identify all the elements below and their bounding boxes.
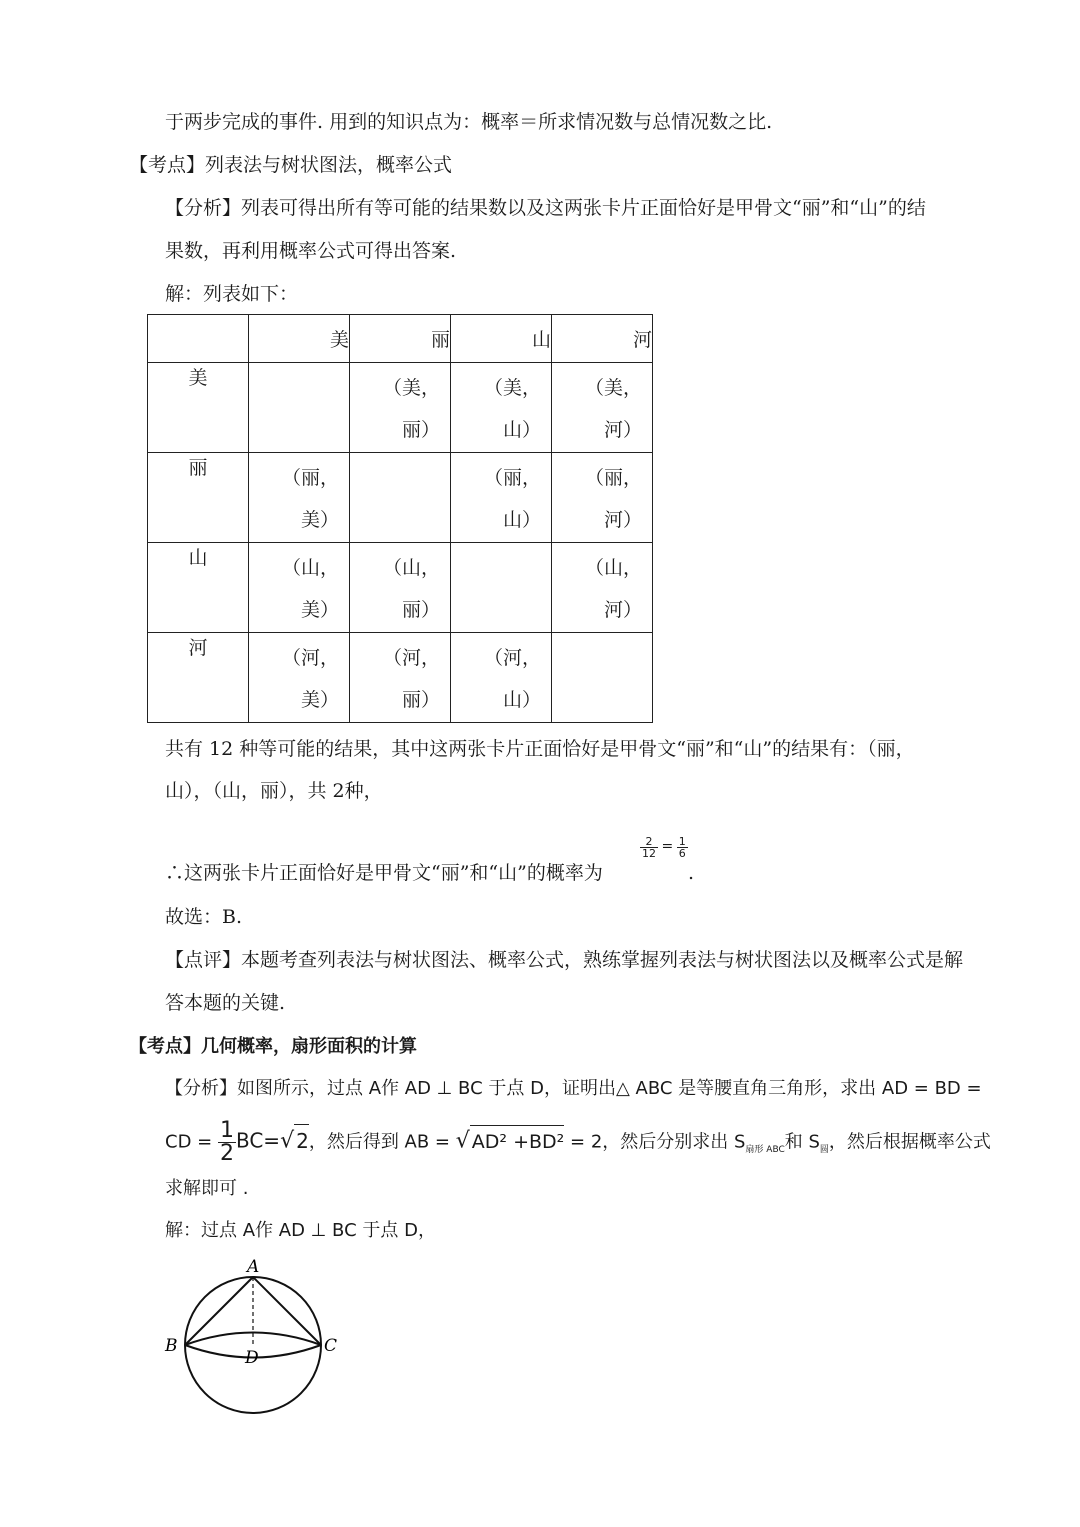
table-cell: （山， 美） — [249, 543, 350, 633]
solution-intro: 解：列表如下： — [165, 283, 299, 305]
table-cell: （美， 河） — [552, 363, 653, 453]
answer-line: 故选：B. — [165, 906, 243, 928]
table-cell — [552, 633, 653, 723]
table-row — [148, 363, 653, 453]
label-b: B — [165, 1336, 178, 1356]
table-header-row — [148, 315, 653, 363]
outcome-table — [147, 314, 653, 723]
comment-line: 答本题的关键. — [165, 992, 286, 1014]
row-label: 山 — [148, 543, 249, 633]
result-line: 共有 12 种等可能的结果，其中这两张卡片正面恰好是甲骨文“丽”和“山”的结果有：（丽， — [165, 738, 915, 760]
table-header-cell: 山 — [451, 315, 552, 363]
row-label: 丽 — [148, 453, 249, 543]
analysis-line: 【分析】列表可得出所有等可能的结果数以及这两张卡片正面恰好是甲骨文“丽”和“山”的结 — [165, 197, 926, 219]
table-cell: （河， 美） — [249, 633, 350, 723]
table-header-cell: 河 — [552, 315, 653, 363]
label-c: C — [324, 1336, 338, 1356]
table-cell: （美， 丽） — [350, 363, 451, 453]
analysis-line-3: 求解即可 . — [165, 1178, 249, 1199]
result-line: 山），（山，丽），共 2种， — [165, 780, 383, 802]
analysis-line: 果数，再利用概率公式可得出答案. — [165, 240, 457, 262]
text-line: 于两步完成的事件. 用到的知识点为：概率＝所求情况数与总情况数之比. — [165, 111, 773, 133]
kaodian-heading: 【考点】列表法与树状图法，概率公式 — [129, 154, 453, 176]
comment-line: 【点评】本题考查列表法与树状图法、概率公式，熟练掌握列表法与树状图法以及概率公式是解 — [165, 949, 964, 971]
label-a: A — [247, 1257, 260, 1277]
table-cell — [249, 363, 350, 453]
table-cell: （河， 丽） — [350, 633, 451, 723]
solution-line-2: 解：过点 A作 AD ⊥ BC 于点 D， — [165, 1220, 436, 1241]
table-cell: （丽， 山） — [451, 453, 552, 543]
table-cell: （丽， 河） — [552, 453, 653, 543]
table-row — [148, 453, 653, 543]
kaodian-heading-2: 【考点】几何概率，扇形面积的计算 — [129, 1036, 417, 1057]
table-cell: （山， 丽） — [350, 543, 451, 633]
table-cell — [350, 453, 451, 543]
math-line: CD = $\frac{1}{2}$ BC=√ 2，然后得到 AB = √ AD² +BD² = 2，然后分别求出 $S_{扇形 ABC}$和 $S_圆$，然后根据概率公式 — [165, 1118, 991, 1166]
table-header-cell — [148, 315, 249, 363]
table-header-cell: 美 — [249, 315, 350, 363]
label-d: D — [245, 1348, 259, 1368]
probability-fraction: $\frac{2}{12}$ = $\frac{1}{6}$ — [642, 835, 686, 860]
table-cell: （美， 山） — [451, 363, 552, 453]
table-row — [148, 633, 653, 723]
table-cell: （山， 河） — [552, 543, 653, 633]
circle-triangle-figure — [155, 1250, 355, 1420]
probability-line: ∴这两张卡片正面恰好是甲骨文“丽”和“山”的概率为 — [165, 862, 603, 884]
table-header-cell: 丽 — [350, 315, 451, 363]
table-cell — [451, 543, 552, 633]
analysis-line-2: 【分析】如图所示，过点 A作 AD ⊥ BC 于点 D，证明出△ ABC 是等腰直角三角形，求出 AD = BD = — [165, 1078, 982, 1099]
table-row — [148, 543, 653, 633]
row-label: 河 — [148, 633, 249, 723]
table-cell: （丽， 美） — [249, 453, 350, 543]
table-cell: （河， 山） — [451, 633, 552, 723]
row-label: 美 — [148, 363, 249, 453]
period: . — [688, 862, 695, 884]
